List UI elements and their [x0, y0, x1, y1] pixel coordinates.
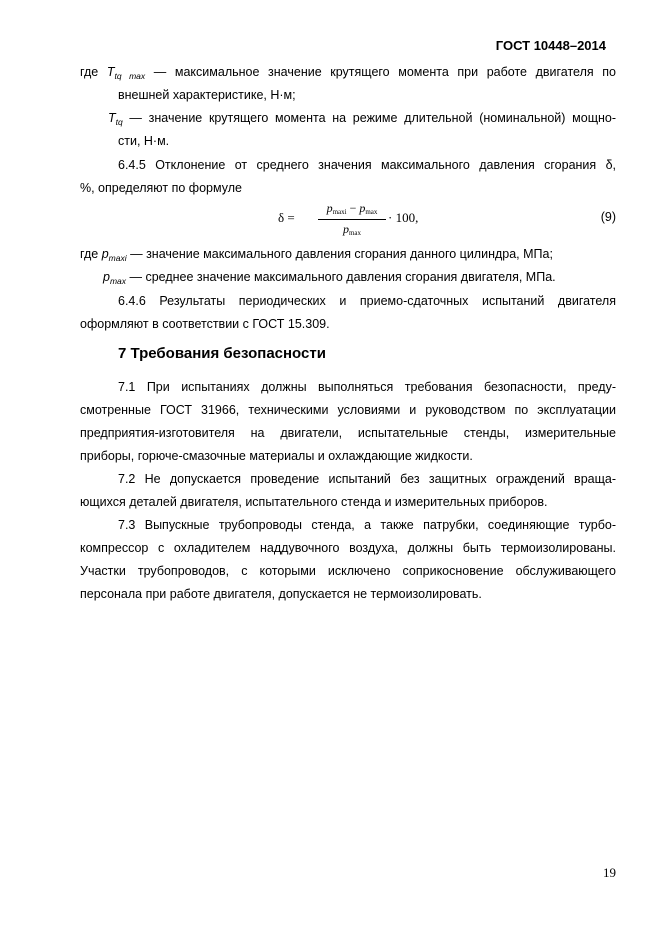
def-ttq-max-line — [80, 63, 616, 82]
denominator-sub: max — [348, 229, 362, 237]
symbol-p: p — [103, 270, 110, 284]
fraction-bar — [318, 219, 386, 220]
formula-rhs: · 100, — [388, 210, 419, 225]
formula-lhs: δ = — [278, 210, 295, 225]
numerator-sub2: max — [365, 208, 378, 216]
numerator-sub1: maxi — [332, 208, 347, 216]
symbol-subscript: tq max — [114, 71, 146, 81]
denominator-p: p — [342, 222, 349, 236]
def-ttq-line — [108, 109, 616, 128]
def-prefix: где — [80, 247, 102, 261]
symbol-subscript: tq — [115, 117, 123, 127]
para-645-line1: 6.4.5 Отклонение от среднего значения максимального давления сгорания δ, — [118, 158, 616, 172]
numerator-p1: p — [326, 201, 333, 215]
symbol-t: T — [106, 65, 115, 79]
symbol-t: T — [108, 111, 116, 125]
para-73-line1: 7.3 Выпускные трубопроводы стенда, а также патрубки, соединяющие турбо- — [118, 518, 616, 532]
para-71-line2: смотренные ГОСТ 31966, техническими условиями и руководством по эксплуатации — [80, 403, 616, 417]
equation-number: (9) — [600, 210, 616, 224]
def-text: — значение максимального давления сгорания данного цилиндра, МПа; — [126, 247, 553, 261]
numerator-p2: p — [359, 201, 366, 215]
para-72-line2: ющихся деталей двигателя, испытательного стенда и измерительных приборов. — [80, 495, 548, 509]
para-645-line2: %, определяют по формуле — [80, 181, 242, 195]
document-header: ГОСТ 10448–2014 — [495, 38, 606, 53]
page-number: 19 — [603, 865, 616, 880]
para-71-line1: 7.1 При испытаниях должны выполняться требования безопасности, преду- — [118, 380, 616, 394]
formula-fraction — [318, 200, 386, 239]
para-71-line3: предприятия-изготовителя на двигатели, испытательные стенды, измерительные — [80, 426, 616, 440]
def-text: — значение крутящего момента на режиме длительной (номинальной) мощно- — [122, 111, 616, 125]
def-ttq-cont: сти, Н·м. — [118, 134, 170, 148]
formula-denominator — [318, 221, 386, 239]
formula-numerator — [318, 200, 386, 218]
symbol-p: p — [101, 247, 109, 261]
symbol-subscript: maxi — [108, 253, 127, 263]
para-73-line2: компрессор с охладителем наддувочного воздуха, должны быть термоизолированы. — [80, 541, 616, 555]
para-72-line1: 7.2 Не допускается проведение испытаний без защитных ограждений враща- — [118, 472, 616, 486]
symbol-subscript: max — [109, 276, 127, 286]
para-73-line4: персонала при работе двигателя, допускается не термоизолировать. — [80, 587, 482, 601]
def-pmaxi-line — [80, 245, 616, 264]
def-text: — среднее значение максимального давления сгорания двигателя, МПа. — [126, 270, 556, 284]
def-ttq-max-cont: внешней характеристике, Н·м; — [118, 88, 296, 102]
formula-9 — [278, 200, 478, 240]
para-646-line2: оформляют в соответствии с ГОСТ 15.309. — [80, 317, 330, 331]
section-title: 7 Требования безопасности — [118, 345, 326, 362]
def-pmax-line — [103, 268, 639, 287]
para-646-line1: 6.4.6 Результаты периодических и приемо-сдаточных испытаний двигателя — [118, 294, 616, 308]
def-prefix: где — [80, 65, 107, 79]
def-text: — максимальное значение крутящего момента при работе двигателя по — [145, 65, 616, 79]
para-71-line4: приборы, горюче-смазочные материалы и охлаждающие жидкости. — [80, 449, 473, 463]
numerator-minus: − — [346, 201, 360, 215]
para-73-line3: Участки трубопроводов, с которыми исключено соприкосновение обслуживающего — [80, 564, 616, 578]
